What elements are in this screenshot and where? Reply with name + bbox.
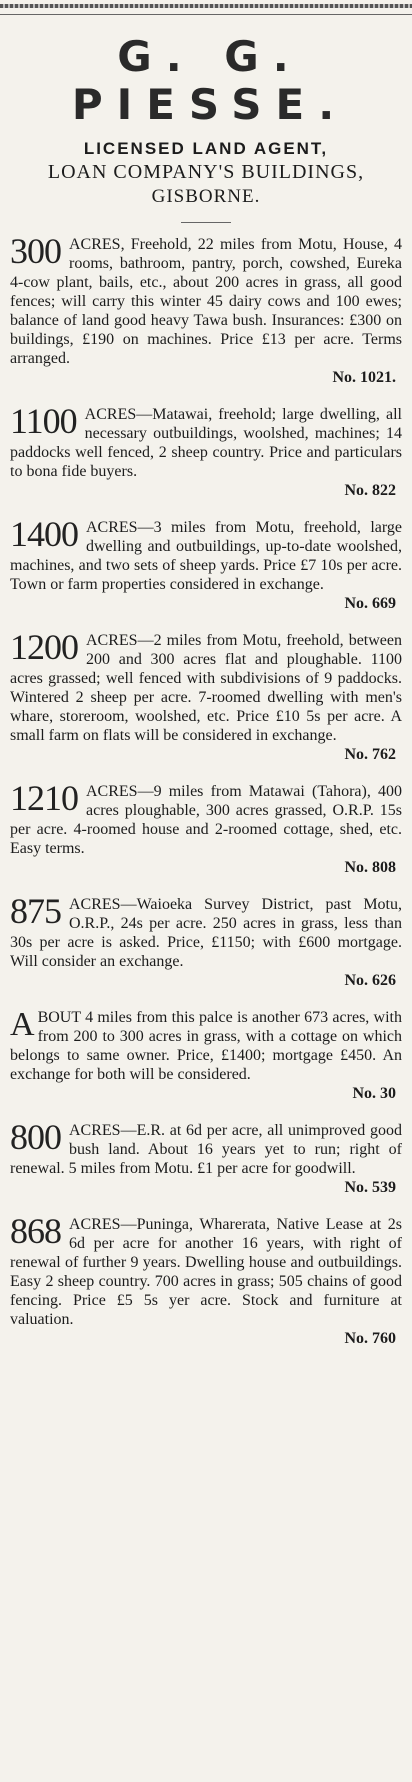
- listing-acreage: 868: [10, 1211, 61, 1251]
- masthead-rule: [0, 14, 412, 15]
- listing-acreage: 800: [10, 1117, 61, 1157]
- agent-title: LICENSED LAND AGENT,: [83, 139, 329, 158]
- listing-808: [10, 778, 402, 877]
- listing-762: [10, 627, 402, 764]
- listing-number: No. 1021.: [332, 369, 396, 386]
- listings: [10, 231, 402, 1348]
- listing-text: ACRES—Puninga, Wharerata, Native Lease at 2s 6d per acre for another 16 years, with right of renewal of further 9 years. Dwelling house and outbuildings. Easy 2 sheep country. 700 acres in grass; 505 chains of good fencing. Price £5 5s yer acre. Stock and furniture at valuation.: [10, 1216, 402, 1328]
- listing-30: [10, 1008, 402, 1103]
- listing-acreage: 875: [10, 891, 61, 931]
- agent-name: G. G. PIESSE.: [71, 32, 349, 129]
- listing-text: BOUT 4 miles from this palce is another 673 acres, with from 200 to 300 acres in grass, with a cottage on which belongs to same owner. Price, £1400; mortgage £450. An exchange for both will be considered.: [10, 1009, 402, 1083]
- listing-drop-cap: A: [10, 1006, 34, 1043]
- listing-acreage: 1100: [10, 401, 77, 441]
- listing-669: [10, 514, 402, 613]
- listing-number: No. 669: [344, 595, 396, 612]
- agent-address: LOAN COMPANY'S BUILDINGS,: [47, 161, 365, 183]
- masthead: [10, 33, 402, 208]
- advertisement-page: [0, 4, 412, 1782]
- listing-number: No. 760: [344, 1330, 396, 1347]
- listing-number: No. 808: [344, 859, 396, 876]
- masthead-divider: [181, 222, 231, 223]
- listing-number: No. 626: [344, 972, 396, 989]
- listing-number: No. 822: [344, 482, 396, 499]
- listing-text: ACRES—Waioeka Survey District, past Motu, O.R.P., 24s per acre. 250 acres in grass, less than 30s per acre is asked. Price, £1150; with £600 mortgage. Will consider an exchange.: [10, 896, 402, 970]
- listing-acreage: 1400: [10, 514, 78, 554]
- listing-number: No. 539: [344, 1179, 396, 1196]
- listing-text: ACRES—2 miles from Motu, freehold, between 200 and 300 acres flat and ploughable. 1100 acres grassed; well fenced with subdivisions of 9 paddocks. Wintered 2 sheep per acre. 7-roomed dwelling with men's whare, storeroom, woolshed, etc. Price £10 5s per acre. A small farm on flats will be considered in exchange.: [10, 632, 402, 744]
- listing-539: [10, 1117, 402, 1197]
- listing-acreage: 1200: [10, 627, 78, 667]
- listing-1021: [10, 231, 402, 387]
- listing-text: ACRES—E.R. at 6d per acre, all unimproved good bush land. About 16 years yet to run; right of renewal. 5 miles from Motu. £1 per acre for goodwill.: [10, 1122, 402, 1177]
- listing-acreage: 300: [10, 231, 61, 271]
- listing-number: No. 30: [352, 1085, 396, 1102]
- listing-number: No. 762: [344, 746, 396, 763]
- listing-822: [10, 401, 402, 500]
- listing-text: ACRES—9 miles from Matawai (Tahora), 400 acres ploughable, 300 acres grassed, O.R.P. 15s per acre. 4-roomed house and 2-roomed cottage, shed, etc. Easy terms.: [10, 783, 402, 857]
- listing-text: ACRES, Freehold, 22 miles from Motu, House, 4 rooms, bathroom, pantry, porch, cowshed, Eureka 4-cow plant, bails, etc., about 200 acres in grass, all good fences; will carry this winter 45 dairy cows and 100 ewes; balance of land good heavy Tawa bush. Insurances: £300 on buildings, £190 on machines. Price £13 per acre. Terms arranged.: [10, 236, 402, 367]
- listing-acreage: 1210: [10, 778, 78, 818]
- listing-760: [10, 1211, 402, 1348]
- top-border-rule: [0, 4, 412, 8]
- listing-626: [10, 891, 402, 990]
- listing-text: ACRES—3 miles from Motu, freehold, large dwelling and outbuildings, up-to-date woolshed, machines, and two sets of sheep yards. Price £7 10s per acre. Town or farm properties considered in exchange.: [10, 519, 402, 593]
- listing-text: ACRES—Matawai, freehold; large dwelling, all necessary outbuildings, woolshed, machines; 14 paddocks well fenced, 2 sheep country. Price and particulars to bona fide buyers.: [10, 406, 402, 480]
- agent-town: GISBORNE.: [151, 186, 261, 207]
